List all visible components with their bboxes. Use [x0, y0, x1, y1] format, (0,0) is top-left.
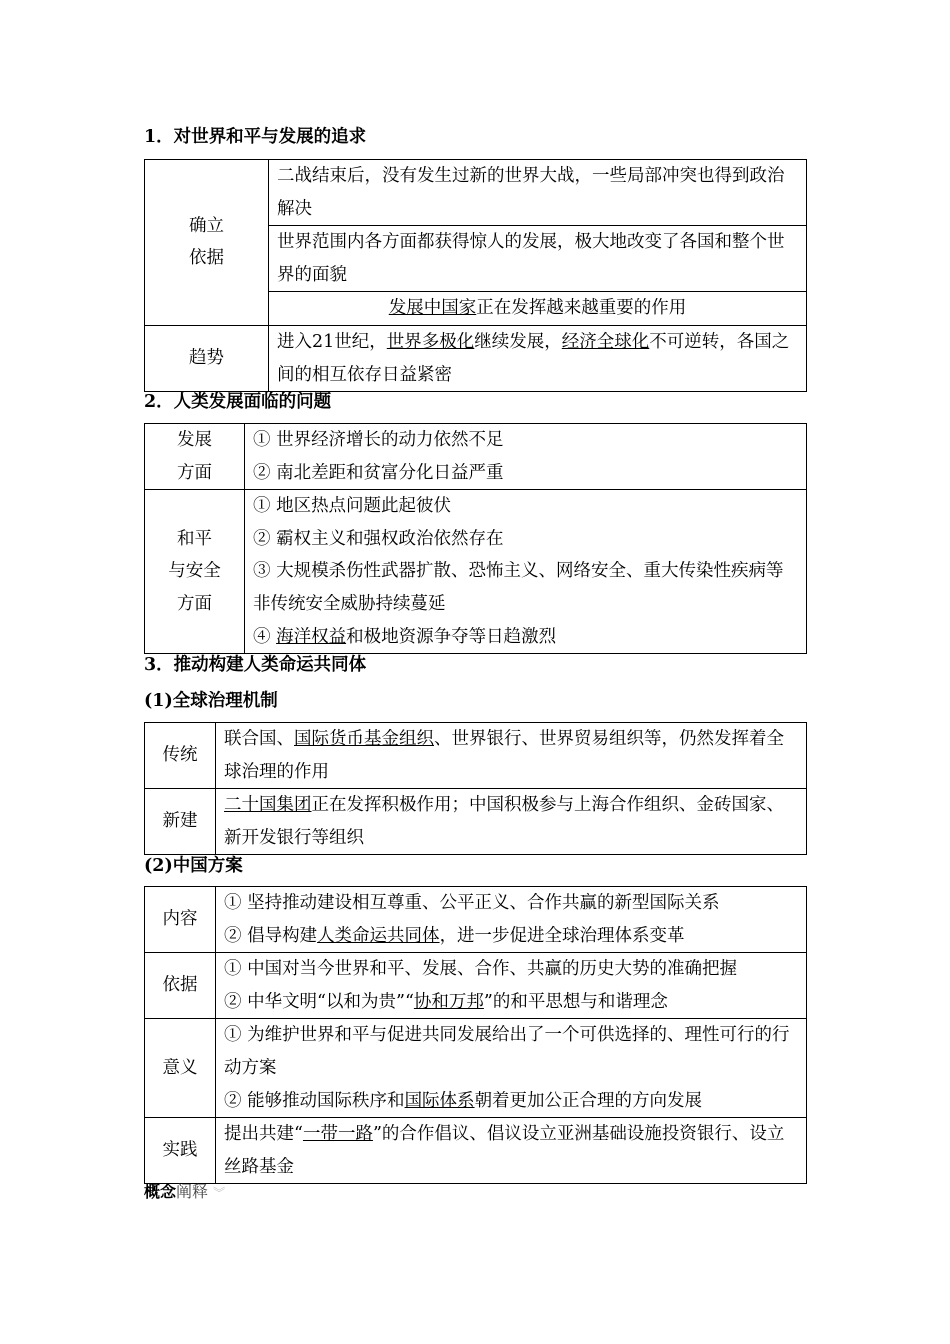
row-label-line: 实践: [162, 1140, 198, 1161]
key-term: 二十国集团: [224, 795, 312, 816]
section-2-title: 2．人类发展面临的问题: [144, 392, 332, 412]
text-segment: 二战结束后，没有发生过新的世界大战，一些局部冲突也得到政治解决: [277, 166, 785, 219]
text-segment: ① 坚持推动建设相互尊重、公平正义、合作共赢的新型国际关系: [224, 893, 720, 913]
double-chevron-down-icon: ︾: [213, 1186, 226, 1200]
china-plan-table: [144, 886, 807, 1184]
text-segment: 正在发挥越来越重要的作用: [476, 298, 687, 319]
row-content: [245, 490, 807, 654]
row-content: [269, 226, 807, 292]
row-label: [145, 789, 216, 855]
governance-table: [144, 722, 807, 855]
table-row: [145, 424, 807, 490]
text-segment: 继续发展，: [474, 331, 562, 352]
row-content: [216, 1118, 807, 1184]
text-segment: 正在发挥积极作用；中国积极参与上海合作组织、金砖国家、新开发银行等组织: [224, 795, 784, 848]
table-row: [145, 490, 807, 654]
row-label-line: 发展: [177, 430, 212, 450]
row-label-line: 方面: [177, 462, 212, 483]
table-row: [145, 1019, 807, 1118]
row-label-line: 新建: [162, 811, 198, 832]
table-row: [145, 160, 807, 226]
row-content: [216, 723, 807, 789]
row-label: [145, 424, 245, 490]
section-3-title: 3．推动构建人类命运共同体: [144, 655, 367, 675]
text-segment: 、世界银行、世界贸易组织等，仍然发挥着全球治理的作用: [224, 729, 784, 782]
row-label-line: 方面: [177, 593, 212, 614]
text-segment: 进入21世纪，: [277, 331, 387, 352]
text-segment: ”的和平思想与和谐理念: [483, 991, 668, 1012]
text-segment: ① 世界经济增长的动力依然不足: [253, 430, 504, 450]
text-segment: 不可逆转，各国之间的相互依存日益紧密: [277, 331, 790, 385]
key-term: 人类命运共同体: [317, 925, 440, 946]
table-row: [145, 953, 807, 1019]
row-content: [216, 1019, 807, 1118]
row-label: [145, 1019, 216, 1118]
row-content: [216, 953, 807, 1019]
row-label: [145, 1118, 216, 1184]
row-content: [245, 424, 807, 490]
text-segment: ② 霸权主义和强权政治依然存在: [253, 528, 504, 549]
key-term: 发展中国家: [388, 298, 477, 319]
row-label-line: 与安全: [168, 561, 221, 582]
row-label-line: 依据: [162, 975, 198, 996]
row-content: [216, 887, 807, 953]
concept-explanation-header: [144, 1181, 225, 1204]
row-label-line: 依据: [189, 248, 224, 269]
table-row: [145, 887, 807, 953]
table-row: [145, 1118, 807, 1184]
key-term: 协和万邦: [413, 991, 484, 1012]
row-label-line: 传统: [162, 745, 198, 766]
subsection-2-title: (2)中国方案: [144, 856, 243, 876]
section-1-title: 1．对世界和平与发展的追求: [144, 127, 367, 147]
row-label: [145, 325, 269, 391]
row-label: [145, 723, 216, 789]
text-segment: ① 为维护世界和平与促进共同发展给出了一个可供选择的、理性可行的行动方案: [224, 1025, 790, 1078]
problems-table: [144, 423, 807, 654]
text-segment: ① 地区热点问题此起彼伏: [253, 496, 452, 517]
row-label: [145, 160, 269, 326]
key-term: 世界多极化: [386, 331, 475, 352]
footer-label: 阐释: [176, 1182, 209, 1201]
text-segment: ④: [253, 626, 277, 647]
text-segment: ① 中国对当今世界和平、发展、合作、共赢的历史大势的准确把握: [224, 959, 738, 980]
key-term: 经济全球化: [561, 331, 650, 352]
table-row: [145, 325, 807, 391]
text-segment: ③ 大规模杀伤性武器扩散、恐怖主义、网络安全、重大传染性疾病等非传统安全威胁持续蔓延: [253, 561, 784, 614]
text-segment: 世界范围内各方面都获得惊人的发展，极大地改变了各国和整个世界的面貌: [277, 232, 785, 285]
text-segment: ，进一步促进全球治理体系变革: [439, 925, 685, 946]
key-term: 国际货币基金组织: [294, 729, 434, 749]
row-label-line: 意义: [162, 1057, 198, 1078]
text-segment: 朝着更加公正合理的方向发展: [474, 1090, 703, 1111]
row-label-line: 和平: [177, 528, 212, 549]
text-segment: ”的合作倡议、倡议设立亚洲基础设施投资银行、设立丝路基金: [224, 1124, 785, 1177]
footer-bold: 概念: [144, 1182, 177, 1201]
row-content: [269, 325, 807, 391]
row-label-line: 趋势: [189, 348, 224, 369]
text-segment: 联合国、: [224, 729, 294, 749]
row-label-line: 内容: [162, 909, 198, 930]
text-segment: ② 倡导构建: [224, 925, 318, 946]
text-segment: 和极地资源争夺等日趋激烈: [346, 626, 557, 647]
world-peace-table: [144, 159, 807, 392]
subsection-1-title: (1)全球治理机制: [144, 691, 278, 711]
row-label-line: 确立: [189, 215, 224, 236]
table-row: [145, 723, 807, 789]
key-term: 一带一路: [302, 1124, 373, 1145]
row-label: [145, 953, 216, 1019]
key-term: 海洋权益: [276, 626, 347, 647]
row-content: [269, 292, 807, 326]
row-content: [269, 160, 807, 226]
text-segment: ② 能够推动国际秩序和: [224, 1090, 405, 1111]
row-label: [145, 887, 216, 953]
table-row: [145, 789, 807, 855]
row-content: [216, 789, 807, 855]
row-label: [145, 490, 245, 654]
text-segment: ② 南北差距和贫富分化日益严重: [253, 462, 504, 483]
text-segment: ② 中华文明“以和为贵”“: [224, 991, 414, 1012]
key-term: 国际体系: [404, 1090, 475, 1111]
text-segment: 提出共建“: [224, 1124, 303, 1145]
